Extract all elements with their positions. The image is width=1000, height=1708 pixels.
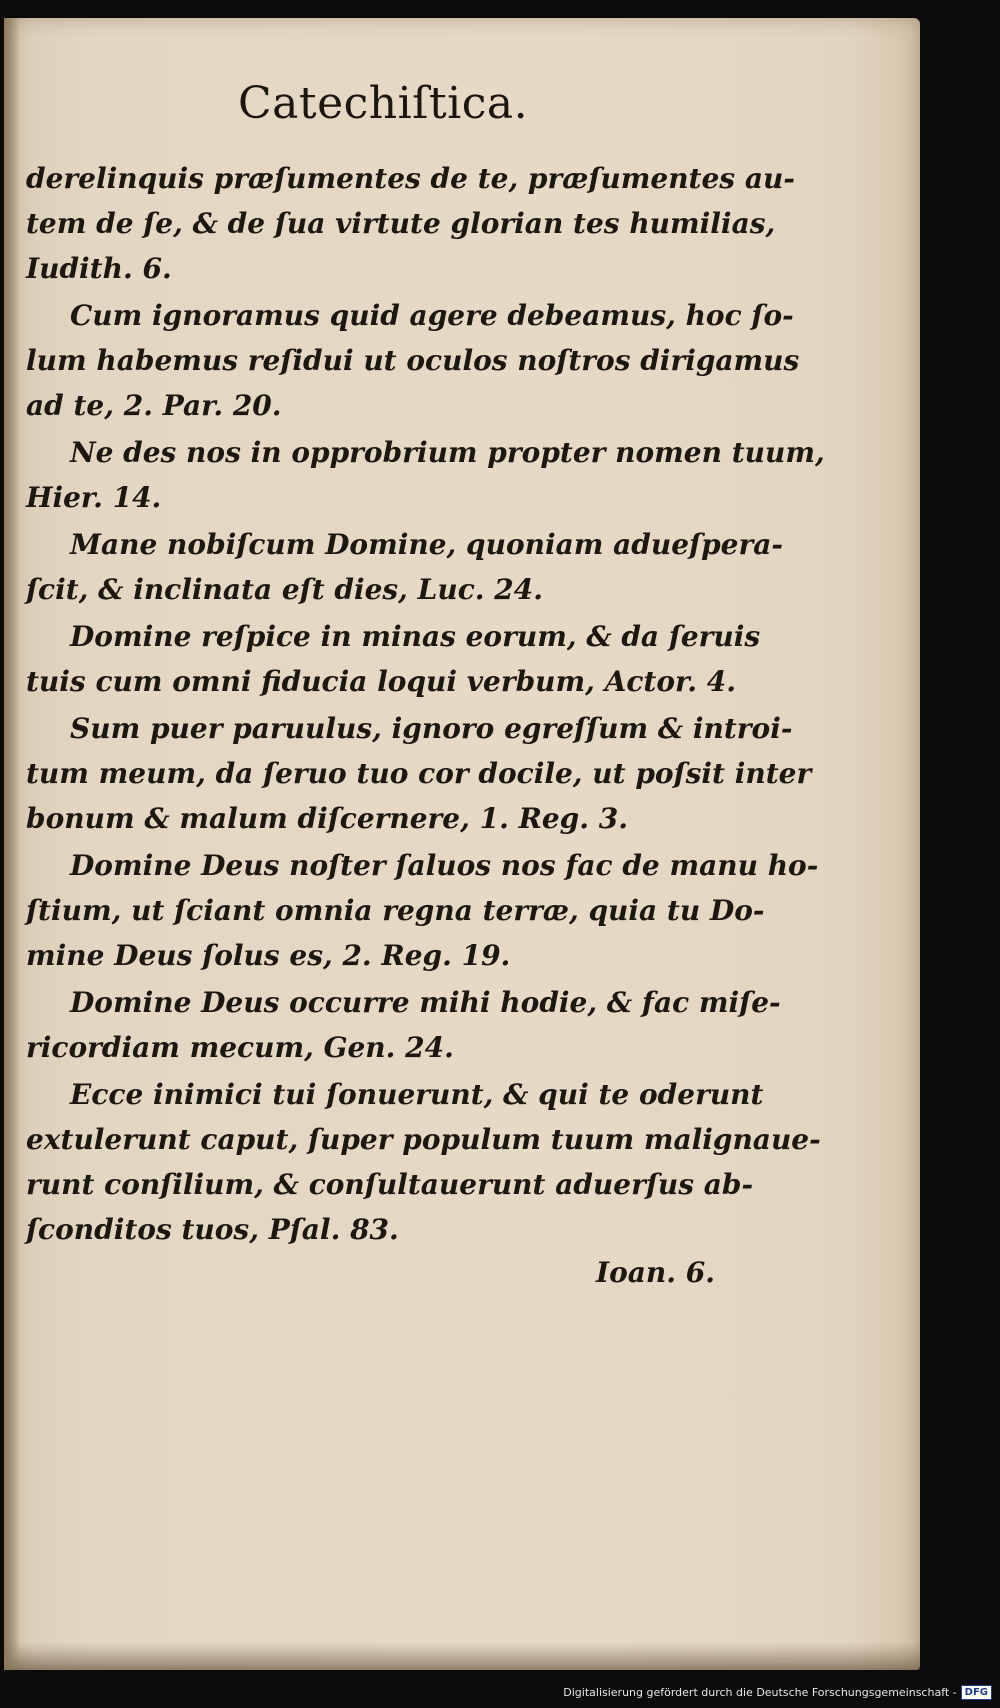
text-line: Mane nobiſcum Domine, quoniam adueſpera- (70, 528, 783, 561)
text-line: Sum puer paruulus, ignoro egreſſum & introi- (70, 712, 793, 745)
text-line: Domine Deus noſter ſaluos nos fac de manu ho- (70, 849, 819, 882)
text-line: lum habemus reſidui ut oculos noſtros dirigamus (26, 344, 800, 377)
text-line: Cum ignoramus quid agere debeamus, hoc ſo- (70, 299, 794, 332)
paragraph (26, 522, 783, 612)
text-line: Domine reſpice in minas eorum, & da ſeruis (70, 620, 761, 653)
footer-text: Digitalisierung gefördert durch die Deutsche Forschungsgemeinschaft - (563, 1686, 957, 1699)
text-line: tuis cum omni fiducia loqui verbum, Actor. 4. (26, 665, 736, 698)
text-line: ad te, 2. Par. 20. (26, 389, 282, 422)
text-line: Ne des nos in opprobrium propter nomen tuum, (70, 436, 825, 469)
text-line: ſcit, & inclinata eſt dies, Luc. 24. (26, 573, 543, 606)
text-block (26, 156, 825, 1254)
text-line: bonum & malum diſcernere, 1. Reg. 3. (26, 802, 628, 835)
paragraph (26, 980, 781, 1070)
text-line: ſconditos tuos, Pſal. 83. (26, 1213, 399, 1246)
text-line: extulerunt caput, ſuper populum tuum malignaue- (26, 1123, 821, 1156)
text-line: mine Deus ſolus es, 2. Reg. 19. (26, 939, 511, 972)
text-line: runt conſilium, & conſultauerunt aduerſus ab- (26, 1168, 754, 1201)
paragraph (26, 1072, 821, 1252)
dfg-logo-icon: DFG (961, 1685, 992, 1700)
paragraph (26, 706, 812, 841)
paragraph (26, 843, 819, 978)
paragraph (26, 293, 800, 428)
book-page (4, 18, 920, 1670)
paragraph (26, 430, 825, 520)
text-line: tum meum, da ſeruo tuo cor docile, ut poſsit inter (26, 757, 812, 790)
digitization-footer (563, 1685, 992, 1700)
text-line: Hier. 14. (26, 481, 162, 514)
running-head: Catechiſtica. (238, 78, 529, 129)
text-line: ricordiam mecum, Gen. 24. (26, 1031, 454, 1064)
text-line: Domine Deus occurre mihi hodie, & fac miſe- (70, 986, 781, 1019)
text-line: tem de ſe, & de ſua virtute glorian tes humilias, (26, 207, 776, 240)
text-line: ſtium, ut ſciant omnia regna terræ, quia tu Do- (26, 894, 765, 927)
page-gutter-shadow (4, 18, 20, 1670)
text-line: Iudith. 6. (26, 252, 172, 285)
paragraph (26, 156, 795, 291)
paragraph (26, 614, 761, 704)
catchword: Ioan. 6. (596, 1256, 715, 1289)
text-line: derelinquis præſumentes de te, præſumentes au- (26, 162, 795, 195)
text-line: Ecce inimici tui ſonuerunt, & qui te oderunt (70, 1078, 764, 1111)
